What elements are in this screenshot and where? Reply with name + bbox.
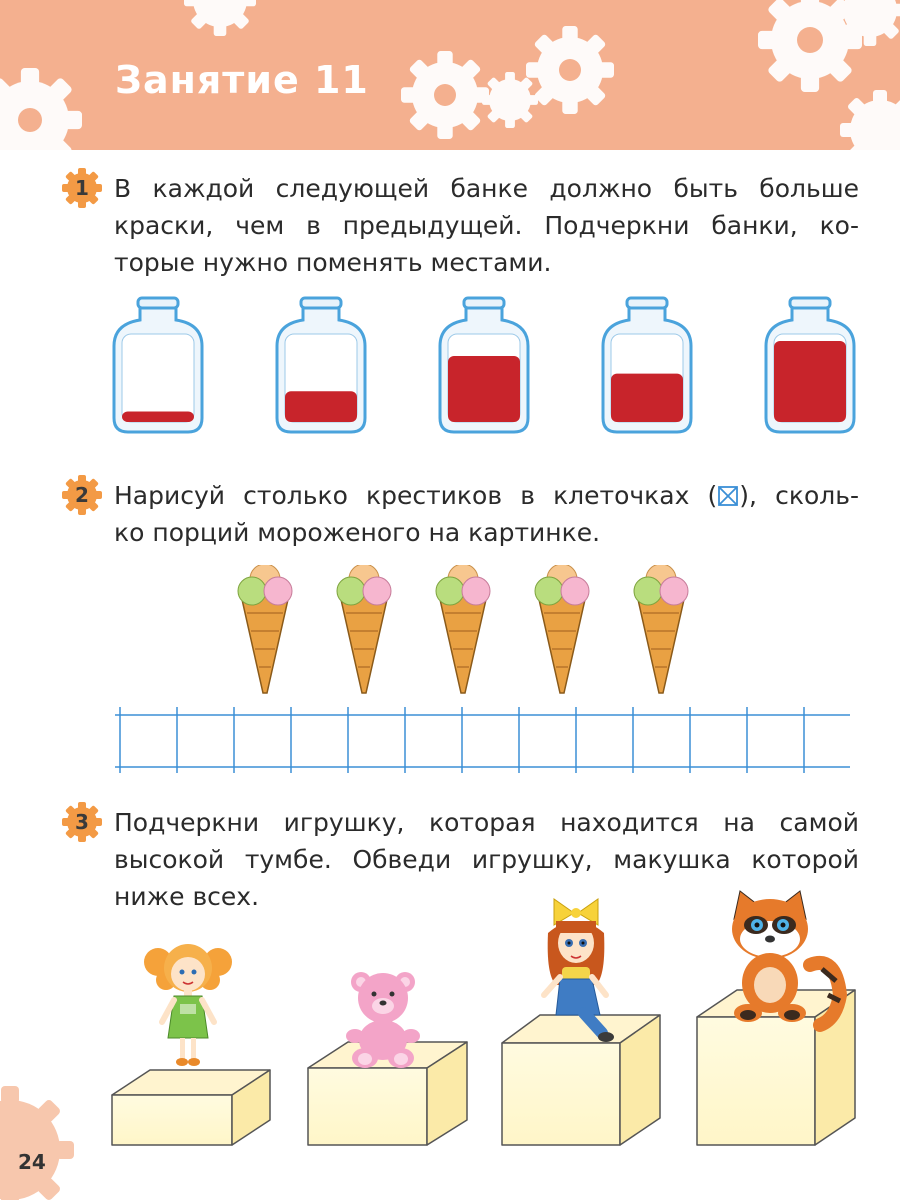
ice-cream-row: [220, 565, 700, 700]
paint-jar: [603, 298, 691, 432]
paint-jar: [114, 298, 202, 432]
task-2-line: Нарисуй столько крестиков в клеточках ( ), сколь-: [114, 481, 859, 510]
page-number: 24: [18, 1150, 46, 1174]
lesson-title: Занятие 11: [115, 58, 369, 102]
corner-gear-decoration: [0, 1080, 80, 1200]
paint-level: [448, 356, 520, 422]
ice-cream-icon: [337, 565, 391, 693]
paint-jars: [100, 290, 870, 440]
doll-toy: [144, 944, 232, 1066]
pedestal: [112, 1070, 270, 1145]
task-1-text: [114, 170, 859, 281]
task-1-line: торые нужно поменять местами.: [114, 248, 552, 277]
pedestal: [502, 1015, 660, 1145]
paint-level: [285, 391, 357, 422]
task-1-line: краски, чем в предыдущей. Подчеркни банки, ко-: [114, 211, 859, 240]
task-3-line: высокой тумбе. Обведи игрушку, макушка которой: [114, 845, 859, 874]
ice-cream-icon: [634, 565, 688, 693]
task-3-line: ниже всех.: [114, 882, 260, 911]
toys-on-pedestals: [100, 890, 880, 1160]
task-number-badge: 2: [62, 475, 102, 515]
task-3-line: Подчеркни игрушку, которая находится на самой: [114, 808, 859, 837]
paint-level: [774, 341, 846, 422]
task-1-line: В каждой следующей банке должно быть больше: [114, 174, 859, 203]
paint-level: [611, 374, 683, 422]
lesson-header: [0, 0, 900, 150]
paint-jar: [440, 298, 528, 432]
teddy-bear-toy: [346, 972, 420, 1068]
ice-cream-icon: [535, 565, 589, 693]
ice-cream-icon: [436, 565, 490, 693]
answer-grid: [115, 705, 855, 775]
task-number-badge: 1: [62, 168, 102, 208]
task-2-text: [114, 477, 859, 551]
task-number-badge: 3: [62, 802, 102, 842]
crossed-box-icon: [717, 485, 739, 507]
paint-jar: [766, 298, 854, 432]
task-2-line: ко порций мороженого на картинке.: [114, 518, 601, 547]
ice-cream-icon: [238, 565, 292, 693]
paint-jar: [277, 298, 365, 432]
paint-level: [122, 411, 194, 422]
